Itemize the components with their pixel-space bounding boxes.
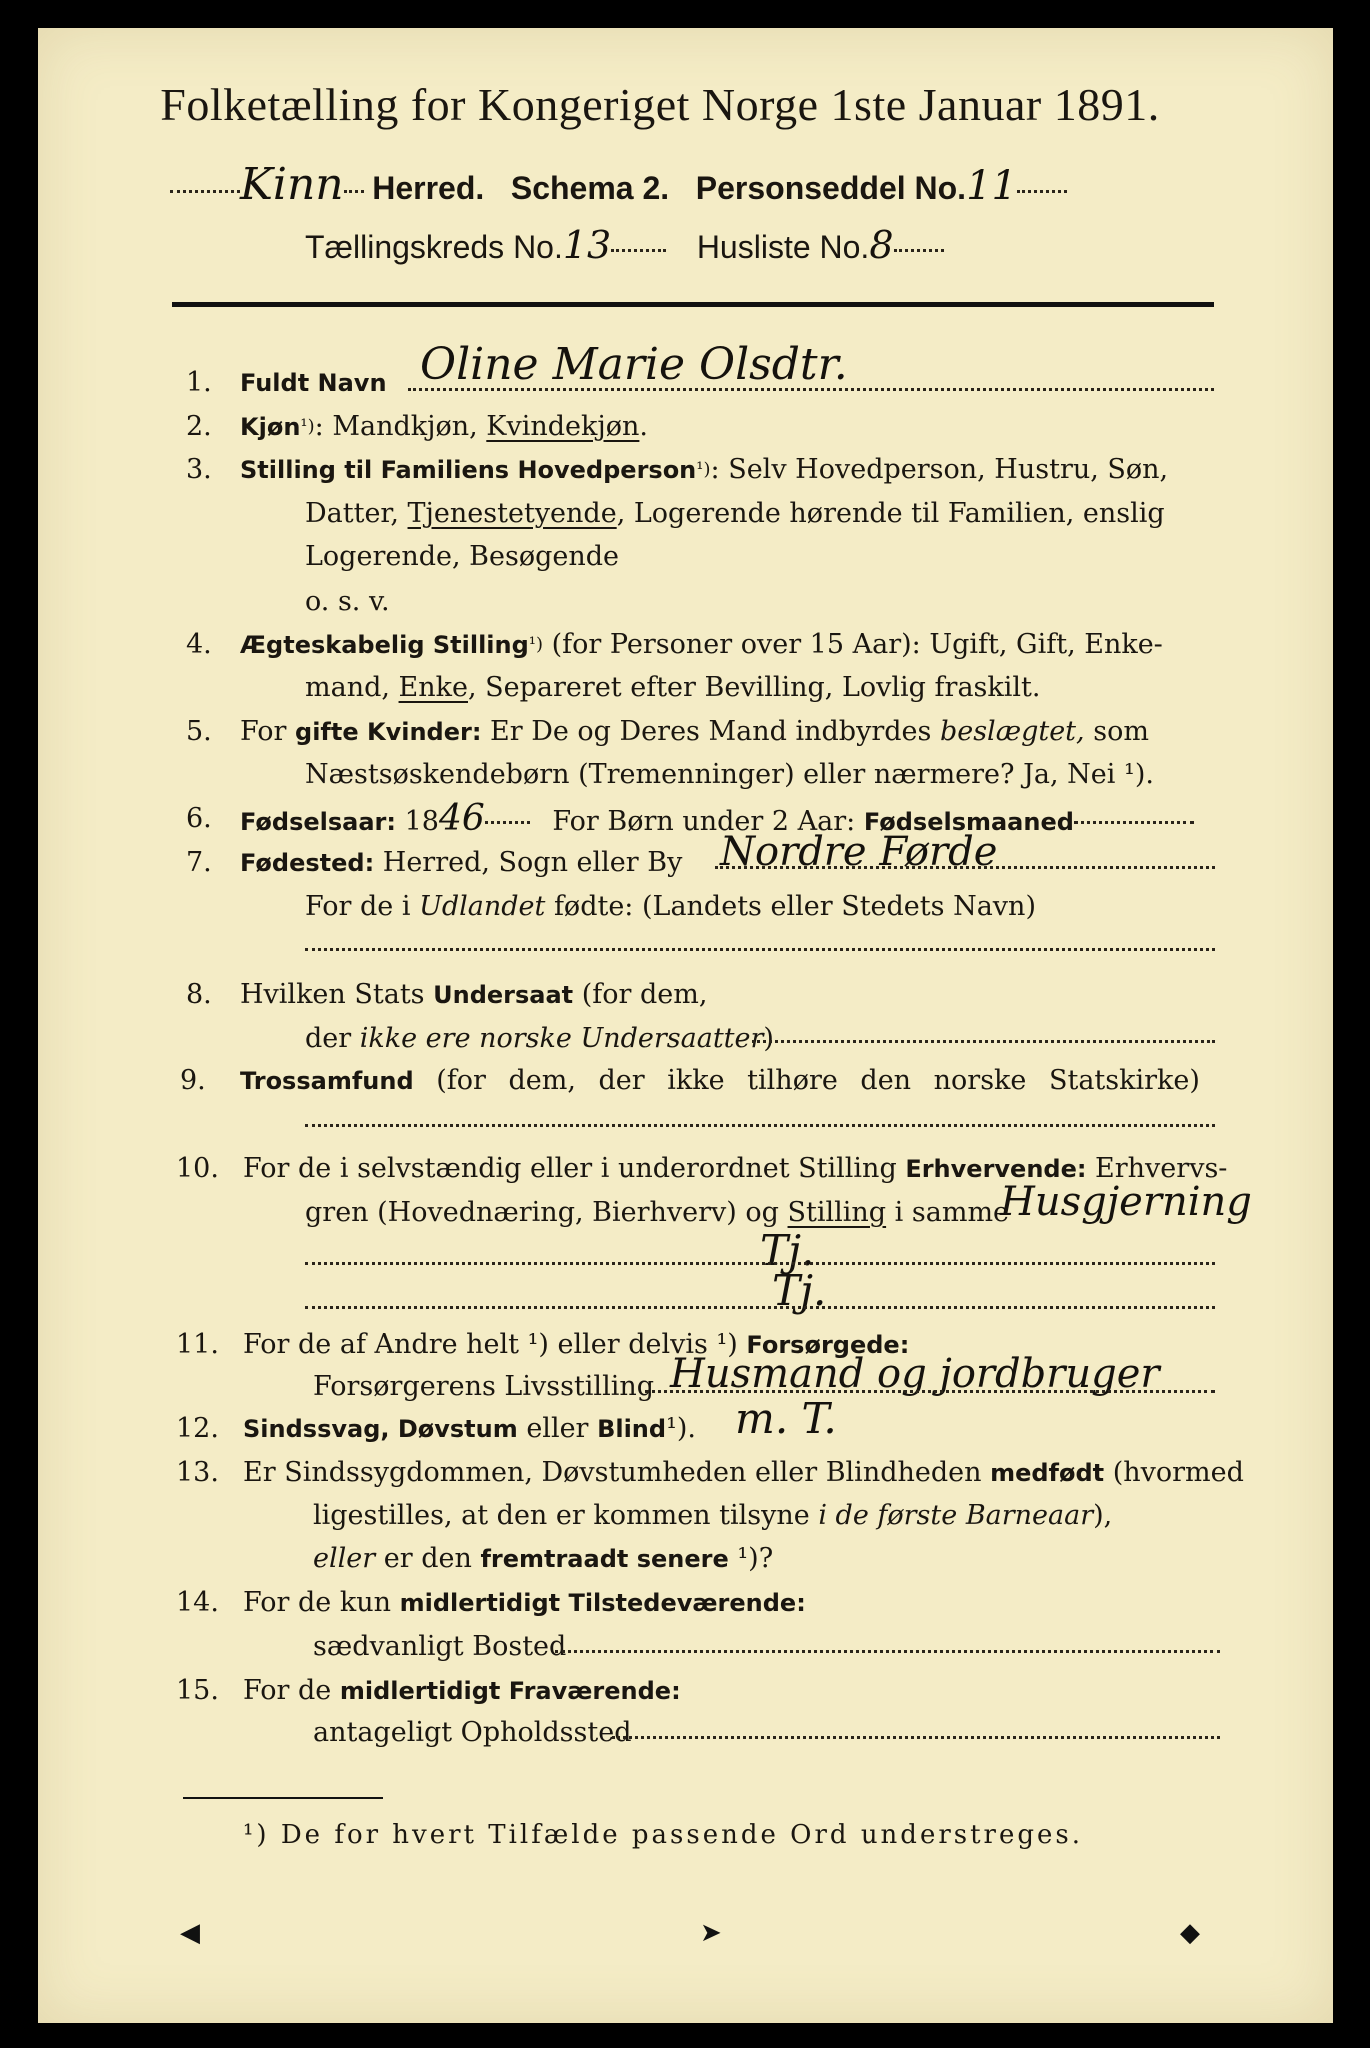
husliste-value: 8	[869, 223, 894, 267]
q1-dotline	[408, 388, 1214, 391]
q6-year-prefix: 18	[396, 806, 439, 837]
q6-label2: Fødselsmaaned	[863, 808, 1074, 836]
q5-line-2: Næstsøskendebørn (Tremenninger) eller nærmere? Ja, Nei ¹).	[305, 759, 1154, 790]
q3-line1-rest: : Selv Hovedperson, Hustru, Søn,	[710, 454, 1169, 485]
q15-dotline	[612, 1736, 1220, 1739]
q7-label: Fødested:	[240, 849, 375, 877]
footnote-rule	[183, 1797, 383, 1799]
q10-line1-b: Erhvervs-	[1086, 1153, 1228, 1184]
q13-label: medfødt	[990, 1459, 1105, 1487]
q15-label: midlertidigt Fraværende:	[339, 1677, 681, 1705]
q9-rest: (for dem, der ikke tilhøre den norske Statskirke)	[413, 1065, 1200, 1096]
q7-rest: Herred, Sogn eller By	[374, 847, 683, 878]
q2-answer-kvindekjon: Kvindekjøn	[486, 411, 640, 442]
q3-line-1	[240, 453, 1168, 487]
header-line-1	[170, 159, 1067, 210]
q13-line-2	[313, 1499, 1112, 1533]
punch-mark-left: ◀	[180, 1918, 200, 1948]
punch-mark-center: ➤	[700, 1918, 722, 1948]
q2-label: Kjøn	[240, 413, 301, 441]
q8-line1-a: Hvilken Stats	[240, 979, 434, 1010]
q13-line-3	[313, 1542, 773, 1576]
q13-line3-a: er den	[375, 1543, 481, 1574]
q8-line2-b: )	[763, 1023, 774, 1054]
q1-line	[240, 366, 387, 400]
q6-mid: For Børn under 2 Aar:	[552, 806, 864, 837]
q4-answer-enke: Enke	[398, 672, 468, 703]
q9-number: 9.	[180, 1065, 206, 1096]
q10-number: 10.	[176, 1153, 219, 1184]
q4-line1-rest: (for Personer over 15 Aar): Ugift, Gift, Enke-	[543, 629, 1163, 660]
q7-dotline-2	[305, 948, 1215, 951]
q14-pre: For de kun	[243, 1587, 400, 1618]
q2-line	[240, 410, 648, 444]
personseddel-value: 11	[966, 163, 1017, 209]
q10-label: Erhvervende:	[905, 1155, 1087, 1183]
q10-line2-stilling: Stilling	[787, 1197, 887, 1228]
q3-line-4: o. s. v.	[305, 586, 390, 617]
q9-line	[240, 1064, 1200, 1098]
q3-line-3: Logerende, Besøgende	[305, 541, 619, 572]
q5-label: gifte Kvinder:	[295, 718, 482, 746]
q8-line2-it: ikke ere norske Undersaatter	[359, 1023, 764, 1054]
q10-line-2	[305, 1196, 1009, 1230]
q13-line3-b: ¹)?	[728, 1543, 774, 1574]
q4-number: 4.	[186, 629, 212, 660]
q7-line2-a: For de i	[305, 891, 420, 922]
q10-answer-1: Husgjerning	[1000, 1179, 1252, 1225]
q7-line2-b: fødte: (Landets eller Stedets Navn)	[545, 891, 1036, 922]
q3-number: 3.	[186, 454, 212, 485]
q8-line-1	[240, 978, 707, 1012]
q7-answer: Nordre Førde	[720, 829, 998, 875]
q10-line2-b: i samme	[886, 1197, 1010, 1228]
q11-dotline	[645, 1390, 1215, 1393]
q12-mid: eller	[517, 1413, 598, 1444]
q4-line-1	[240, 628, 1163, 662]
q14-line-1	[243, 1586, 806, 1620]
herred-label: Herred.	[372, 170, 485, 206]
q14-number: 14.	[176, 1587, 219, 1618]
q11-label: Forsørgede:	[746, 1331, 910, 1359]
q4-sup: ¹)	[528, 634, 544, 655]
q4-line2-a: mand,	[305, 672, 399, 703]
q13-line2-b: ),	[1093, 1500, 1113, 1531]
header-rule	[172, 302, 1214, 307]
q8-line1-b: (for dem,	[573, 979, 708, 1010]
q5-line-1	[240, 715, 1149, 749]
q13-line3-label: fremtraadt senere	[480, 1545, 729, 1573]
q12-line	[243, 1412, 696, 1446]
q12-label: Sindssvag, Døvstum	[243, 1415, 518, 1443]
q2-text-c: .	[639, 411, 648, 442]
q8-number: 8.	[186, 979, 212, 1010]
q15-line-1	[243, 1674, 681, 1708]
q12-label2: Blind	[597, 1415, 667, 1443]
q13-number: 13.	[176, 1457, 219, 1488]
punch-mark-right: ◆	[1180, 1918, 1200, 1948]
q6-line	[240, 798, 1194, 839]
q10-answer-3: Tj.	[772, 1266, 827, 1315]
q11-answer: Husmand og jordbruger	[670, 1351, 1160, 1397]
q12-sup: ¹).	[666, 1413, 697, 1444]
q8-dotline	[752, 1040, 1215, 1043]
q1-answer: Oline Marie Olsdtr.	[420, 339, 848, 390]
q12-number: 12.	[176, 1413, 219, 1444]
kreds-label: Tællingskreds No.	[305, 229, 563, 265]
q15-line-2: antageligt Opholdssted	[313, 1717, 632, 1748]
q3-line-2	[305, 497, 1165, 531]
q2-number: 2.	[186, 411, 212, 442]
q10-answer-2: Tj.	[760, 1226, 815, 1275]
q8-line2-a: der	[305, 1023, 360, 1054]
q14-dotline	[555, 1650, 1220, 1653]
q7-line2-it: Udlandet	[419, 891, 546, 922]
q7-number: 7.	[186, 847, 212, 878]
q7-line-1	[240, 846, 682, 880]
q8-label: Undersaat	[433, 981, 574, 1009]
kreds-value: 13	[562, 223, 612, 267]
q14-label: midlertidigt Tilstedeværende:	[399, 1589, 806, 1617]
q1-number: 1.	[186, 367, 212, 398]
q5-line1-end: som	[1084, 716, 1149, 747]
q13-line-1	[243, 1456, 1244, 1490]
q13-line1-b: (hvormed	[1104, 1457, 1244, 1488]
q1-label: Fuldt Navn	[240, 369, 387, 397]
q9-label: Trossamfund	[240, 1067, 414, 1095]
q5-number: 5.	[186, 716, 212, 747]
q13-line2-a: ligestilles, at den er kommen tilsyne	[313, 1500, 819, 1531]
q3-line2-a: Datter,	[305, 498, 408, 529]
q9-dotline	[305, 1124, 1215, 1127]
q3-label: Stilling til Familiens Hovedperson	[240, 456, 697, 484]
q11-number: 11.	[176, 1329, 219, 1360]
q6-year-value: 46	[438, 798, 485, 839]
q11-line1-a: For de af Andre helt ¹) eller delvis ¹)	[243, 1329, 747, 1360]
form-title: Folketælling for Kongeriget Norge 1ste Januar 1891.	[160, 79, 1160, 130]
q3-sup: ¹)	[696, 459, 711, 480]
q10-dotline-2	[305, 1306, 1215, 1309]
q3-answer-tjenestetyende: Tjenestetyende	[407, 498, 617, 529]
q5-line1-rest: Er De og Deres Mand indbyrdes	[481, 716, 940, 747]
q4-line2-c: , Separeret efter Bevilling, Lovlig fraskilt.	[468, 672, 1041, 703]
herred-value: Kinn	[240, 159, 344, 210]
q10-line2-a: gren (Hovednæring, Bierhverv) og	[305, 1197, 788, 1228]
q14-line-2: sædvanligt Bosted	[313, 1631, 567, 1662]
q7-line-2	[305, 890, 1036, 924]
q5-pre: For	[240, 716, 296, 747]
q15-pre: For de	[243, 1675, 340, 1706]
footnote: ¹) De for hvert Tilfælde passende Ord understreges.	[243, 1820, 1084, 1850]
q13-line2-it: i de første Barneaar	[818, 1500, 1094, 1531]
q8-line-2	[305, 1022, 774, 1056]
q7-dotline	[715, 866, 1215, 869]
q4-label: Ægteskabelig Stilling	[240, 631, 529, 659]
q13-line3-it: eller	[313, 1543, 376, 1574]
header-line-2	[305, 223, 944, 267]
q4-line-2	[305, 671, 1040, 705]
q11-line-2: Forsørgerens Livsstilling	[313, 1371, 655, 1402]
q10-dotline-1	[305, 1262, 1215, 1265]
q5-line1-it: beslægtet,	[939, 716, 1085, 747]
q6-label: Fødselsaar:	[240, 808, 396, 836]
q12-answer: m. T.	[735, 1394, 837, 1443]
husliste-label: Husliste No.	[696, 229, 870, 265]
q3-line2-c: , Logerende hørende til Familien, enslig	[616, 498, 1165, 529]
personseddel-label: Personseddel No.	[695, 170, 967, 206]
q13-line1-a: Er Sindssygdommen, Døvstumheden eller Blindheden	[243, 1457, 991, 1488]
q15-number: 15.	[176, 1675, 219, 1706]
q6-number: 6.	[186, 803, 212, 834]
schema-label: Schema 2.	[510, 170, 670, 206]
q2-text-a: : Mandkjøn,	[314, 411, 487, 442]
q10-line1-a: For de i selvstændig eller i underordnet Stilling	[243, 1153, 906, 1184]
q2-sup: ¹)	[300, 416, 315, 437]
